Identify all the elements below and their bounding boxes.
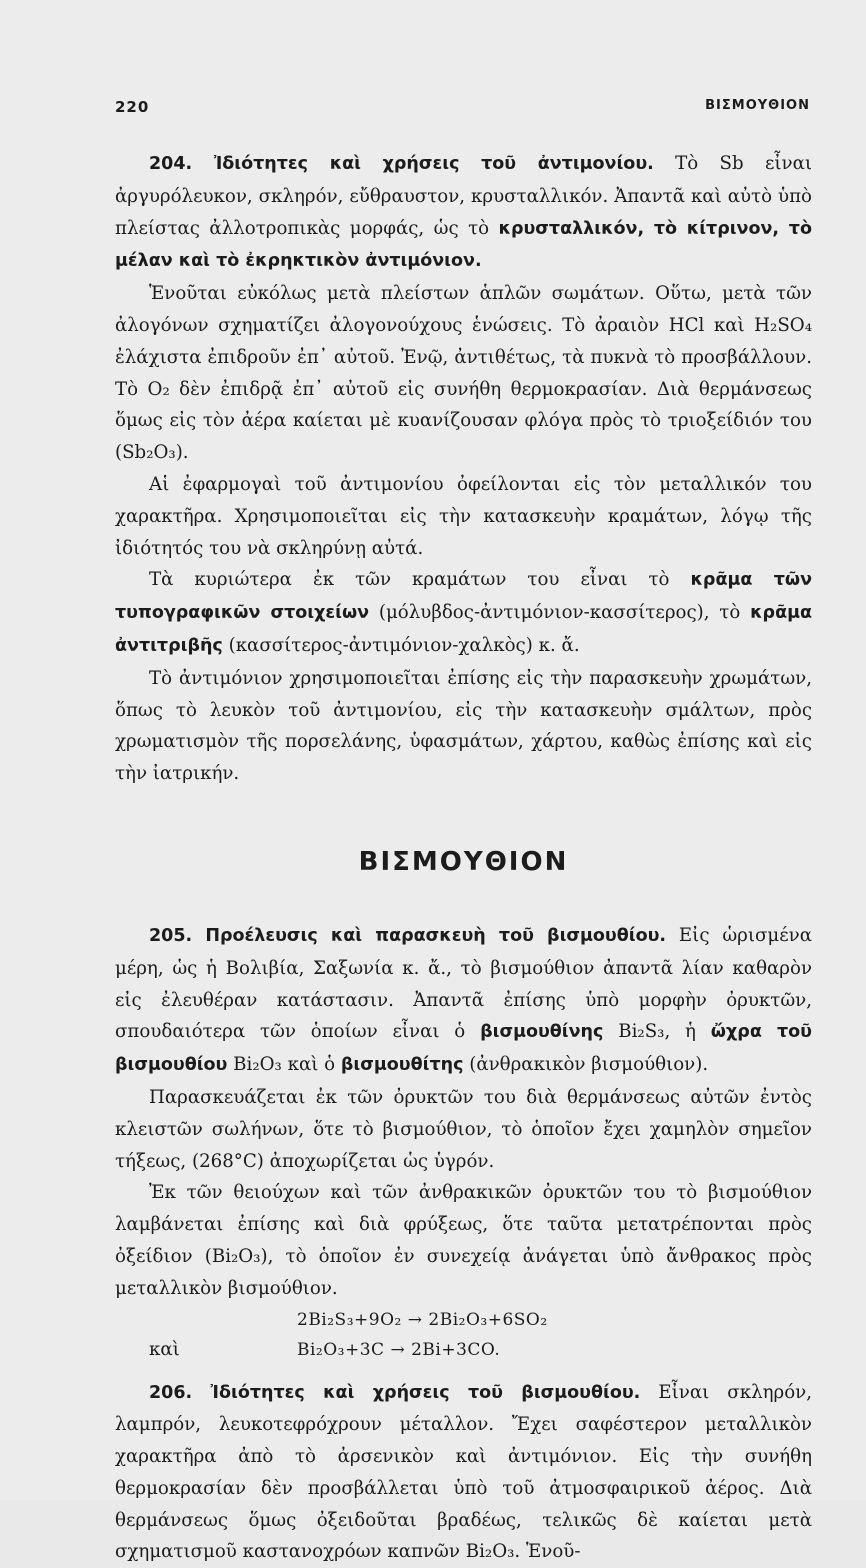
equation-line [115,1305,812,1335]
equation-connector: καὶ [149,1335,180,1365]
text-run: (μόλυβδος-ἀντιμόνιον-κασσίτερος), τὸ [369,602,750,623]
section-206-paragraph-1 [115,1377,812,1568]
bold-term: κρᾶμα ἀντιτριβῆς [115,603,812,656]
chapter-title: ΒΙΣΜΟΥΘΙΟΝ [115,842,812,882]
text-run: (κασσίτερος-ἀντιμόνιον-χαλκὸς) κ. ἄ. [223,635,580,656]
equation-2: Bi₂O₃+3C → 2Bi+3CO. [297,1335,500,1365]
bold-term: κρᾶμα τῶν τυπογραφικῶν στοιχείων [115,570,812,623]
spacer [115,1365,812,1377]
text-run: Τὸ Sb εἶναι ἀργυρόλευκον, σκληρόν, εὔθραυστον, κρυσταλλικόν. Ἀπαντᾶ καὶ αὐτὸ ὑπὸ πλείστας ἀλλοτροπικὰς μορφάς, ὡς τὸ [115,153,812,239]
text-run: (ἀνθρακικὸν βισμούθιον). [463,1054,708,1075]
section-205-paragraph-1 [115,920,812,1082]
text-run: Bi₂O₃ καὶ ὁ [227,1054,341,1075]
text-run: Τὰ κυριώτερα ἐκ τῶν κραμάτων του εἶναι τὸ [149,569,691,590]
equation-1: 2Bi₂S₃+9O₂ → 2Bi₂O₃+6SO₂ [297,1305,548,1335]
section-204-paragraph-2 [115,278,812,469]
section-205-paragraph-3: Ἐκ τῶν θειούχων καὶ τῶν ἀνθρακικῶν ὀρυκτῶν του τὸ βισμούθιον λαμβάνεται ἐπίσης καὶ διὰ φρύξεως, ὅτε ταῦτα μετατρέπονται πρὸς ὀξείδιον (Bi₂O₃), τὸ ὁποῖον ἐν συνεχείᾳ ἀνάγεται ὑπὸ ἄνθρακος πρὸς μεταλλικὸν βισμούθιον. [115,1177,812,1304]
equation-block [115,1305,812,1365]
bold-term: ὤχρα τοῦ βισμουθίου [115,1022,812,1075]
page-number: 220 [115,98,149,116]
text-run: Εἰς ὡρισμένα μέρη, ὡς ἡ Βολιβία, Σαξωνία κ. ἄ., τὸ βισμούθιον ἀπαντᾶ λίαν καθαρὸν εἰς ἐλευθέραν κατάστασιν. Ἀπαντᾶ ἐπίσης ὑπὸ μορφὴν ὀρυκτῶν, σπουδαιότερα τῶν ὁποίων εἶναι ὁ [115,925,812,1042]
section-204-paragraph-5: Τὸ ἀντιμόνιον χρησιμοποιεῖται ἐπίσης εἰς τὴν παρασκευὴν χρωμάτων, ὅπως τὸ λευκὸν τοῦ ἀντιμονίου, εἰς τὴν κατασκευὴν σμάλτων, πρὸς χρωματισμὸν τῆς πορσελάνης, ὑφασμάτων, χάρτου, καθὼς ἐπίσης καὶ εἰς τὴν ἰατρικήν. [115,663,812,790]
bold-term: βισμουθίτης [341,1055,464,1075]
section-205-paragraph-2: Παρασκευάζεται ἐκ τῶν ὀρυκτῶν του διὰ θερμάνσεως αὐτῶν ἐντὸς κλειστῶν σωλήνων, ὅτε τὸ βισμούθιον, τὸ ὁποῖον ἔχει χαμηλὸν σημεῖον τήξεως, (268°C) ἀποχωρίζεται ὡς ὑγρόν. [115,1082,812,1177]
text-run: Εἶναι σκληρόν, λαμπρόν, λευκοτεφρόχρουν μέταλλον. Ἔχει σαφέστερον μεταλλικὸν χαρακτῆρα ἀπὸ τὸ ἀρσενικὸν καὶ ἀντιμόνιον. Εἰς τὴν συνήθη θερμοκρασίαν δὲν προσβάλλεται ὑπὸ τοῦ ἀτμοσφαιρικοῦ ἀέρος. Διὰ θερμάνσεως ὅμως ὀξειδοῦται βραδέως, τελικῶς δὲ καίεται μετὰ σχηματισμοῦ καστανοχρόων καπνῶν Bi₂O₃. Ἑνοῦ- [115,1382,812,1563]
bold-term: βισμουθίνης [480,1022,603,1042]
text-run: Ἑνοῦται εὐκόλως μετὰ πλείστων ἁπλῶν σωμάτων. Οὕτω, μετὰ τῶν ἀλογόνων σχηματίζει ἀλογονούχους ἑνώσεις. Τὸ ἀραιὸν HCl καὶ H₂SO₄ ἐλάχιστα ἐπιδροῦν ἐπ᾿ αὐτοῦ. Ἐνῷ, ἀντιθέτως, τὰ πυκνὰ τὸ προσβάλλουν. Τὸ O₂ δὲν ἐπιδρᾷ ἐπ᾿ αὐτοῦ εἰς συνήθη θερμοκρασίαν. Διὰ θερμάνσεως ὅμως εἰς τὸν ἀέρα καίεται μὲ κυανίζουσαν φλόγα πρὸς τὸ τριοξείδιόν του (Sb₂O₃). [115,283,812,463]
text-run: Bi₂S₃, ἡ [603,1021,710,1042]
body-text [115,148,812,1568]
section-204-paragraph-1 [115,148,812,278]
section-204-paragraph-3: Αἱ ἐφαρμογαὶ τοῦ ἀντιμονίου ὀφείλονται εἰς τὸν μεταλλικόν του χαρακτῆρα. Χρησιμοποιεῖται εἰς τὴν κατασκευὴν κραμάτων, λόγῳ τῆς ἰδιότητός του νὰ σκληρύνῃ αὐτά. [115,469,812,564]
equation-line [115,1335,812,1365]
section-204-heading: 204. Ἰδιότητες καὶ χρήσεις τοῦ ἀντιμονίου. [149,154,654,174]
section-204-paragraph-4 [115,564,812,662]
page-header [115,98,810,122]
bold-term: κρυσταλλικόν, τὸ κίτρινον, τὸ μέλαν καὶ τὸ ἐκρηκτικὸν ἀντιμόνιον. [115,219,812,272]
running-head: ΒΙΣΜΟΥΘΙΟΝ [705,98,810,113]
section-205-heading: 205. Προέλευσις καὶ παρασκευὴ τοῦ βισμουθίου. [149,926,666,946]
section-206-heading: 206. Ἰδιότητες καὶ χρήσεις τοῦ βισμουθίου. [149,1383,640,1403]
